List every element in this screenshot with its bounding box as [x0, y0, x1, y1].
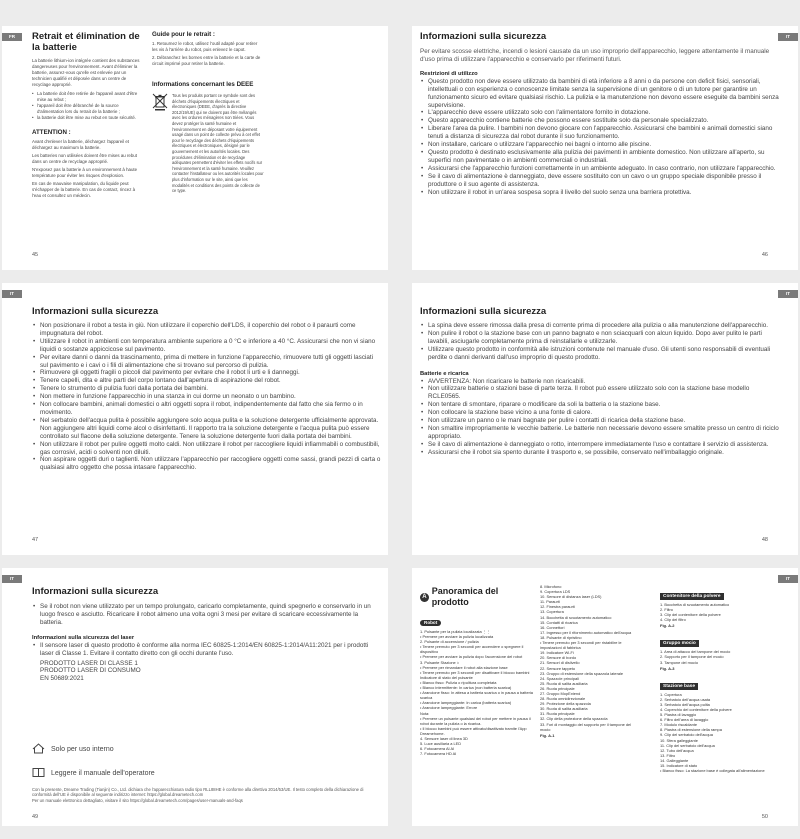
paragraph: Avant d'enlever la batterie, déchargez l'appareil et déchargez au maximum la batterie. [32, 139, 130, 150]
list-item: • Utilizzare il robot in ambienti con temperatura ambiente superiore a 0 °C e inferiore a 40 °C. Assicurarsi che non vi siano liquidi o sostanze appiccicose sul pavimento. [32, 338, 382, 354]
lang-tag: IT [2, 575, 22, 583]
part-item: 19. Indicatore Wi-Fi [540, 650, 574, 656]
laser-line: PRODOTTO LASER DI CONSUMO [40, 667, 141, 675]
crossed-bin-icon [152, 93, 168, 194]
laser-line: EN 50689:2021 [40, 675, 84, 683]
lang-tag: IT [778, 290, 798, 298]
list-item: • Assicurarsi che l'apparecchio funzioni correttamente in un ambiente adeguato. In caso contrario, non utilizzare l'apparecchio. [420, 165, 780, 173]
list-item: • Tenere capelli, dita e altre parti del corpo lontano dall'apertura di aspirazione del robot. [32, 377, 382, 385]
bullet-list-laser [32, 642, 382, 658]
list-item: • Se il cavo di alimentazione è danneggiato, deve essere sostituito con un cavo o un gruppo speciale disponibile presso il produttore o il suo agente di assistenza. [420, 173, 780, 189]
list-item: • L'apparecchio deve essere utilizzato solo con l'alimentatore fornito in dotazione. [420, 109, 780, 117]
list-item: • Utilizzare questo prodotto in conformità alle istruzioni contenute nel manuale d'uso. Gli utenti sono responsabili di eventuali perdite o danni derivanti dall'uso improprio di questo prodotto. [420, 346, 780, 362]
deee-title: Informations concernant les DEEE [152, 81, 254, 88]
part-item: 5. Luce ausiliaria a LED [420, 741, 462, 747]
list-item: • Non aspirare oggetti duri o taglienti. Non utilizzare l'apparecchio per raccogliere oggetti come sassi, grandi pezzi di carta o qualsiasi altro oggetto che possa intasare l'apparecchio. [32, 456, 382, 472]
guide-title: Guide pour le retrait : [152, 31, 215, 38]
part-item: • Premere per avviare la pulizia dopo l'accensione del robot [420, 654, 523, 660]
guide-step: 1. Retournez le robot, utilisez l'outil adapté pour retirer les vis à l'arrière du robot, puis enlevez le capot. [152, 41, 258, 52]
list-item: • Se il robot non viene utilizzato per un tempo prolungato, caricarlo completamente, quindi spegnerlo e conservarlo in un luogo fresco e asciutto. Ricaricare il robot almeno una volta ogni 3 mesi per evitare di scaricare eccessivamente la batteria. [32, 603, 382, 627]
part-item: 7. Fotocamera HD AI [420, 751, 457, 757]
page-48 [412, 283, 798, 555]
robot-parts-list-continued [540, 584, 640, 732]
part-item: 1. Bocchetta di svuotamento automatico [660, 602, 730, 607]
part-item: 8. Piastra di estensione della rampa [660, 727, 722, 733]
list-item: • Se il cavo di alimentazione è danneggiato o rotto, interrompere immediatamente l'uso e contattare il servizio di assistenza. [420, 441, 780, 449]
part-item: 4. Sensore laser di linea 3D [420, 735, 468, 741]
page-title: Informazioni sulla sicurezza [32, 306, 159, 317]
manual-link-note: Per un manuale elettronico dettagliato, visitare il sito https://global.dreametech.com/pages/user-manuals-and-faqs [32, 797, 243, 803]
part-item: 9. Clip del serbatoio dell'acqua [660, 732, 713, 738]
page-number: 49 [32, 814, 39, 820]
list-item: • Questo apparecchio contiene batterie che possono essere sostituite solo da personale specializzato. [420, 117, 780, 125]
list-item: • Questo prodotto non deve essere utilizzato da bambini di età inferiore a 8 anni o da persone con deficit fisici, sensoriali, intellettuali o con esperienza o conoscenze limitate senza la supervisione di un genitore o di un tutore per garantire un funzionamento sicuro ed evitare qualsiasi rischio. La pulizia e la manutenzione non devono essere eseguite da bambini senza supervisione. [420, 78, 780, 110]
part-item: 15. Contatti di ricarica [540, 619, 578, 625]
part-item: 1. Pulsante per la pulizia localizzata ⋮⋮ [420, 629, 491, 634]
list-item: • Assicurarsi che il robot sia spento durante il trasporto e, se possibile, conservato nell'imballaggio originale. [420, 449, 780, 457]
part-item: 11. Paraurti [540, 599, 560, 605]
part-item: 4. Clip del filtro [660, 617, 686, 623]
lang-tag: FR [2, 33, 22, 41]
part-item: • Tenere premuto per 3 secondi per disattivare il blocco bambini [420, 669, 530, 675]
dust-bin-heading: Contenitore della polvere [660, 593, 724, 600]
page-50 [412, 568, 798, 826]
paragraph: N'exposez pas la batterie à un environnement à haute température pour éviter les risques d'explosion. [32, 167, 138, 178]
attention-title: ATTENTION : [32, 129, 71, 136]
part-item: 3. Tampone del mocio [660, 659, 698, 665]
part-item: Nota: [420, 710, 430, 716]
list-item: • Non mettere in funzione l'apparecchio in una stanza in cui dorme un neonato o un bambino. [32, 393, 382, 401]
attention-paragraphs [32, 139, 144, 199]
part-item: • Arancione lampeggiante: In carica (batteria scarica) [420, 700, 512, 706]
lang-tag: IT [2, 290, 22, 298]
part-item: 6. Filtro dell'area di lavaggio [660, 717, 709, 723]
part-item: 18. Pulsante di ripristino [540, 634, 582, 640]
part-item: • Tenere premuto per 3 secondi per ristabilire le impostazioni di fabbrica [540, 640, 622, 651]
list-item: • La batterie doit être retirée de l'appareil avant d'être mise au rebut ; [32, 91, 144, 103]
paragraph: Les batteries non utilisées doivent être mises au rebut dans un centre de recyclage approprié. [32, 153, 137, 164]
part-item: 10. Sensore di distanza laser (LDS) [540, 594, 602, 600]
part-item: • Bianco fisso: La stazione base è collegata all'alimentazione [660, 768, 765, 774]
part-item: 23. Gruppo di estensione della spazzola laterale [540, 670, 624, 676]
figure-label: Fig. A-3 [660, 665, 675, 671]
part-item: 25. Ruota di salita ausiliaria [540, 680, 588, 686]
part-item: 31. Ruota principale [540, 711, 575, 717]
part-item: 24. Spazzole principali [540, 675, 579, 681]
list-item: • Il sensore laser di questo prodotto è conforme alla norma IEC 60825-1:2014/EN 60825-1:2014/A11:2021 per i prodotti laser di Classe 1. Evitare il contatto diretto con gli occhi durante l'uso. [32, 642, 382, 658]
list-item: • Non pulire il robot o la stazione base con un panno bagnato e non sciacquarli con alcun liquido. Dopo aver pulito le parti lavabili, asciugarle completamente prima di reinstallarle e utilizzarle. [420, 330, 780, 346]
list-item: • Non collocare la stazione base vicino a una fonte di calore. [420, 409, 780, 417]
page-title: Retrait et élimination de la batterie [32, 31, 140, 53]
part-item: • Arancione fisso: In attesa a batteria scarica o in pausa a batteria scarica [420, 690, 533, 701]
part-item: • Bianco fisso: Pulizia o ripulitura completata [420, 679, 497, 685]
list-item: • Non tentare di smontare, riparare o modificare da soli la batteria o la stazione base. [420, 401, 780, 409]
part-item: 1. Copertura [660, 691, 682, 697]
page-title: Informazioni sulla sicurezza [420, 306, 547, 317]
part-item: 15. Indicatore di stato [660, 762, 698, 768]
part-item: 16. Connettori [540, 624, 565, 630]
list-item: • l'appareil doit être débranché de la source d'alimentation lors du retrait de la batterie ; [32, 103, 144, 115]
bullet-list-battery [420, 378, 780, 457]
part-item: 1. Area di attacco del tampone del mocio [660, 649, 731, 655]
list-item: • Tenere lo strumento di pulizia fuori dalla portata dei bambini. [32, 385, 382, 393]
part-item: 21. Sensori di dislivello [540, 660, 580, 666]
part-item: 12. Tubo dell'acqua [660, 747, 694, 753]
part-item: • Premere per avviare la pulizia localizzata [420, 634, 494, 640]
list-item: • Non posizionare il robot a testa in giù. Non utilizzare il coperchio dell'LDS, il coperchio del robot o il paraurti come impugnatura del robot. [32, 322, 382, 338]
part-item: 8. Microfono [540, 584, 562, 589]
lang-tag: IT [778, 575, 798, 583]
part-item: 32. Clip della protezione della spazzola [540, 716, 608, 722]
section-badge: A [420, 593, 429, 602]
list-item: • AVVERTENZA: Non ricaricare le batterie non ricaricabili. [420, 378, 780, 386]
part-item: 13. Copertura [540, 609, 564, 615]
part-item: 14. Bocchetta di svuotamento automatico [540, 614, 612, 620]
bullet-list [420, 322, 780, 362]
paragraph: En cas de mauvaise manipulation, du liquide peut s'échapper de la batterie. En cas de contact, rincez à l'eau et consultez un médecin. [32, 181, 136, 198]
part-item: 27. Gruppo MopExtend [540, 690, 581, 696]
part-item: 10. Sfera galleggiante [660, 737, 698, 743]
deee-text: Tous les produits portant ce symbole sont des déchets d'équipements électriques et électroniques (DEEE, d'après la directive 2012/19/UE) qui ne doivent pas être mélangés avec les ordures ménagères non triées. Vous devez protéger la santé humaine et l'environnement en déposant votre équipement usagé dans un point de collecte prévu à cet effet pour le recyclage des déchets d'équipements électriques et électroniques, désigné par le gouvernement et les autorités locales. Des procédures d'élimination et de recyclage adéquates permettent d'éviter les effets nocifs sur l'environnement et la santé humaine. Veuillez contacter l'installateur ou les autorités locales pour plus d'information sur le site, ainsi que les modalités et conditions des points de collecte de ce type. [172, 93, 264, 194]
page-45 [2, 26, 388, 270]
part-item: • Il blocco bambini può essere attivato/disattivato tramite l'App Dreamehome. [420, 725, 527, 736]
page-49 [2, 568, 388, 826]
lang-tag: IT [778, 33, 798, 41]
page-title: Informazioni sulla sicurezza [420, 31, 547, 42]
list-item: • la batterie doit être mise au rebut en toute sécurité. [32, 115, 144, 121]
list-item: • Non smaltire impropriamente le vecchie batterie. Le batterie non necessarie devono essere smaltite presso un centro di riciclo appropriato. [420, 425, 780, 441]
page-title: Informazioni sulla sicurezza [32, 586, 159, 597]
robot-label: Robot [420, 620, 441, 626]
section-title: Restrizioni di utilizzo [420, 70, 478, 77]
part-item: • Premere per rimandare il robot alla stazione base [420, 664, 508, 670]
list-item: • Questo prodotto è destinato esclusivamente alla pulizia dei pavimenti in ambiente domestico. Non utilizzare all'aperto, su superfici non pavimentate o in ambienti commerciali o industriali. [420, 149, 780, 165]
page-title: Panoramica del prodotto [431, 586, 499, 607]
bullet-list [32, 603, 382, 627]
part-item: 7. Modulo riscaldante [660, 722, 697, 728]
list-item: • Non installare, caricare o utilizzare l'apparecchio nei bagni o intorno alle piscine. [420, 141, 780, 149]
list-item: • Non utilizzare un panno o le mani bagnate per pulire i contatti di ricarica della stazione base. [420, 417, 780, 425]
list-item: • Per evitare danni o danni da trascinamento, prima di mettere in funzione l'apparecchio, rimuovere tutti gli oggetti lasciati sul pavimento e i cavi o i fili di alimentazione che si trovano sul percorso di pulizia. [32, 354, 382, 370]
bullet-list [32, 91, 144, 121]
page-number: 45 [32, 252, 39, 258]
part-item: 3. Clip del contenitore della polvere [660, 612, 721, 618]
indoor-use-text: Solo per uso interno [51, 746, 114, 753]
read-manual-text: Leggere il manuale dell'operatore [51, 770, 155, 777]
part-item: • Tenere premuto per 3 secondi per accendere o spegnere il dispositivo [420, 644, 524, 655]
part-item: 2. Supporto per il tampone del mocio [660, 654, 724, 660]
list-item: • Non utilizzare batterie o stazioni base di parte terza. Il robot può essere utilizzato solo con la stazione base modello RCLE0565. [420, 385, 780, 401]
page-number: 47 [32, 537, 39, 543]
section-title: Batterie e ricarica [420, 370, 469, 377]
guide-step: 2. Débranchez les bornes entre la batterie et la carte de circuit imprimé pour retirer la batterie. [152, 55, 261, 66]
guide-steps [152, 41, 264, 67]
list-item: • Rimuovere gli oggetti fragili o piccoli dal pavimento per evitare che il robot li urti e li danneggi. [32, 369, 382, 377]
list-item: • Liberare l'area da pulire. I bambini non devono giocare con l'apparecchio. Assicurarsi che bambini e animali domestici siano tenuti a distanza di sicurezza dal robot durante il suo funzionamento. [420, 125, 780, 141]
intro-text: La batterie lithium-ion intégrée contient des substances dangereuses pour l'environnement. Avant d'éliminer la batterie, assurez-vous qu'elle est enlevée par un technicien qualifié et déposée dans un centre de recyclage approprié. [32, 58, 140, 87]
part-item: 28. Ruota omnidirezionale [540, 696, 586, 702]
section-title: Informazioni sulla sicurezza del laser [32, 634, 135, 641]
part-item: 12. Finestra paraurti [540, 604, 575, 610]
part-item: 9. Copertura LDS [540, 589, 571, 595]
mop-heading: Gruppo mocio [660, 640, 699, 647]
part-item: 29. Protezione della spazzola [540, 701, 591, 707]
part-item: 26. Ruota principale [540, 685, 575, 691]
book-icon [32, 767, 45, 780]
conformity-note: Con la presente, Dreame Trading (Tianjin) Co., Ltd. dichiara che l'apparecchiatura radio tipo RLL88HE è conforme alla direttiva 2014/53/UE. Il testo completo della dichiarazione di conformità dell'UE è disponibile al seguente indirizzo internet: https://global.dreametech.com [32, 787, 364, 798]
page-46 [412, 26, 798, 270]
part-item: 30. Ruota di salita ausiliaria [540, 706, 588, 712]
part-item: 4. Coperchio del contenitore della polvere [660, 706, 732, 712]
intro-text: Per evitare scosse elettriche, incendi o lesioni causate da un uso improprio dell'apparecchio, leggere attentamente il manuale d'uso prima di utilizzare l'apparecchio e conservarlo per riferimenti futuri. [420, 48, 770, 63]
part-item: 13. Filtro [660, 752, 676, 758]
part-item: 6. Fotocamera AI AI [420, 746, 455, 752]
base-station-heading: Stazione base [660, 683, 698, 690]
list-item: • Non utilizzare il robot per pulire oggetti molto caldi. Non utilizzare il robot per raccogliere liquidi infiammabili o combustibili, gas corrosivi, acidi o solventi non diluiti. [32, 441, 382, 457]
part-item: 2. Pulsante di accensione / pulizia [420, 639, 479, 645]
part-item: • Bianco intermittente: In carica (non batteria scarica) [420, 685, 512, 691]
house-icon [32, 743, 45, 756]
part-item: 11. Clip del serbatoio dell'acqua [660, 742, 715, 748]
part-item: Indicatore di stato del pulsante [420, 674, 473, 680]
list-item: • Non collocare bambini, animali domestici o altri oggetti sopra il robot, indipendentemente dal fatto che sia fermo o in movimento. [32, 401, 382, 417]
part-item: 3. Pulsante Stazione ⌂ [420, 659, 460, 665]
figure-label: Fig. A-2 [660, 623, 675, 629]
page-47 [2, 283, 388, 555]
list-item: • Non utilizzare il robot in un'area sospesa sopra il livello del suolo senza una barriera protettiva. [420, 189, 780, 197]
robot-parts-list [420, 629, 535, 756]
part-item: 3. Serbatoio dell'acqua pulita [660, 701, 710, 707]
bullet-list [420, 78, 780, 197]
mop-list [660, 649, 772, 664]
page-number: 46 [761, 252, 768, 258]
dust-bin-list [660, 602, 772, 622]
part-item: 2. Filtro [660, 607, 673, 613]
part-item: 2. Serbatoio dell'acqua usata [660, 696, 711, 702]
part-item: 33. Fori di montaggio del supporto per il tampone del mocio [540, 721, 632, 732]
bullet-list [32, 322, 382, 472]
part-item: 17. Ingresso per il rifornimento automatico dell'acqua [540, 629, 632, 635]
laser-line: PRODOTTO LASER DI CLASSE 1 [40, 659, 138, 667]
figure-label: Fig. A-1 [540, 732, 555, 738]
list-item: • Nel serbatoio dell'acqua pulita è possibile aggiungere solo acqua pulita e la soluzione detergente ufficialmente approvata. Non aggiungere altri liquidi come alcol o disinfettanti. Il rapporto tra la soluzione detergente e l'acqua pulita può essere controllato sul flacone della soluzione detergente. Tenere la soluzione detergente fuori dalla portata dei bambini. [32, 417, 382, 441]
laser-class-lines [40, 660, 382, 684]
part-item: 22. Sensore tappeto [540, 665, 576, 671]
list-item: • La spina deve essere rimossa dalla presa di corrente prima di procedere alla pulizia o alla manutenzione dell'apparecchio. [420, 322, 780, 330]
page-number: 50 [761, 814, 768, 820]
part-item: 14. Galleggiante [660, 757, 689, 763]
part-item: 20. Sensore di bordo [540, 655, 577, 661]
base-station-list [660, 692, 772, 774]
part-item: • Arancione lampeggiante: Errore [420, 705, 478, 711]
part-item: 5. Piastra di lavaggio [660, 712, 697, 718]
page-number: 48 [761, 537, 768, 543]
part-item: • Premere un pulsante qualsiasi dei robot per mettere in pausa il robot durante la pulizia o la ricarica. [420, 715, 531, 726]
